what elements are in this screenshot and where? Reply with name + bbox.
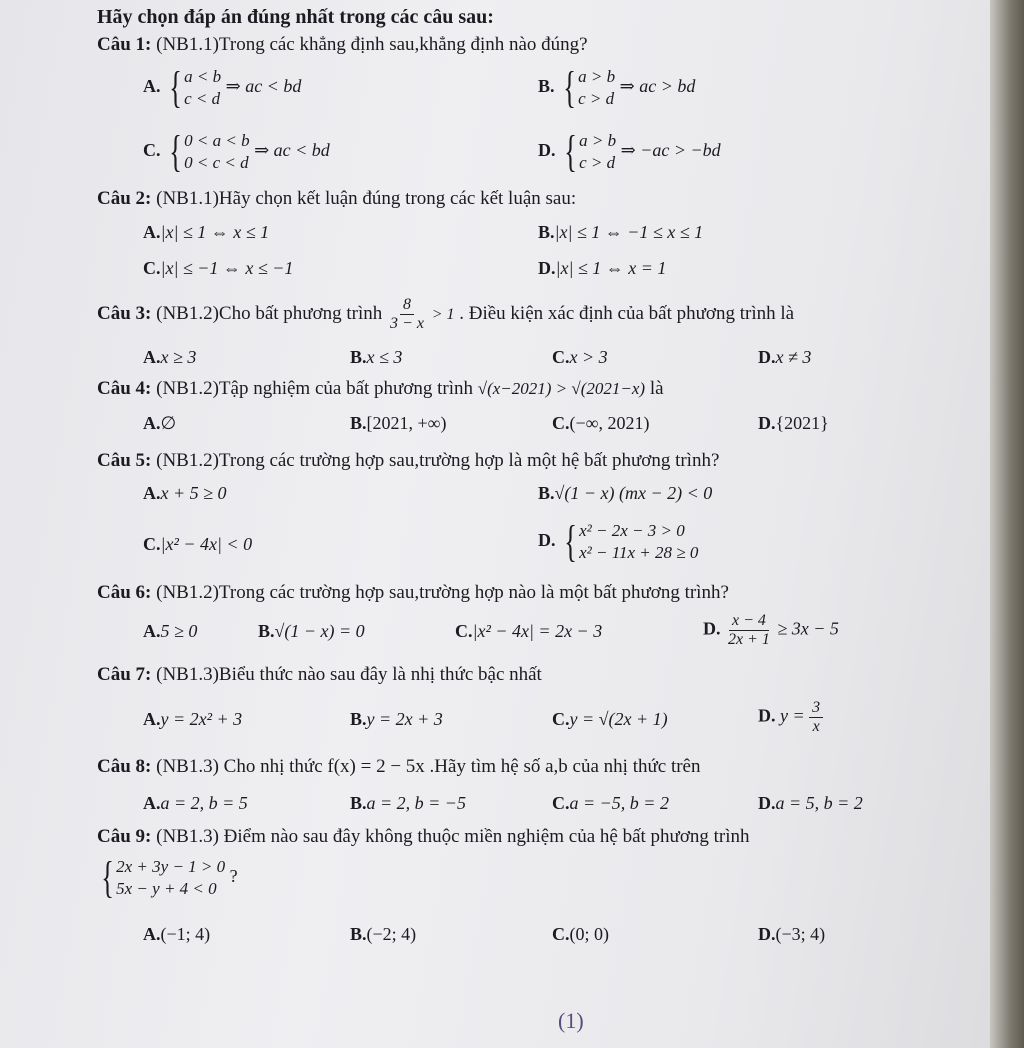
option-expression: a = 5, b = 2 — [775, 793, 863, 813]
q9-option-b — [350, 924, 416, 945]
q7-option-c — [552, 709, 668, 730]
q8-option-a — [143, 793, 248, 814]
fraction-numerator: 8 — [400, 296, 414, 315]
option-label: A. — [143, 483, 161, 503]
option-label: B. — [538, 76, 555, 97]
option-label: B. — [258, 621, 275, 641]
inequality-system: { a > b c > d — [563, 63, 616, 112]
option-expression: (−1; 4) — [160, 924, 211, 944]
question-label: Câu 6: — [97, 582, 152, 603]
question-6 — [97, 582, 729, 604]
option-label: B. — [350, 793, 367, 813]
option-label: C. — [143, 140, 161, 161]
option-label: C. — [143, 258, 161, 278]
question-text: (NB1.3) Cho nhị thức f(x) = 2 − 5x .Hãy tìm hệ số a,b của nhị thức trên — [156, 756, 701, 777]
question-label: Câu 2: — [97, 188, 152, 209]
q4-option-b — [350, 413, 447, 434]
question-label: Câu 4: — [97, 378, 152, 399]
question-8 — [97, 756, 701, 778]
q2-option-a — [143, 222, 269, 243]
q2-option-b — [538, 222, 703, 243]
question-3 — [97, 296, 794, 333]
system-row: a < b — [184, 67, 222, 86]
q9-option-a — [143, 924, 210, 945]
inequality-system: { 2x + 3y − 1 > 0 5x − y + 4 < 0 — [101, 853, 226, 902]
option-expression: y = √(2x + 1) — [569, 709, 668, 729]
option-expression: x + 5 ≥ 0 — [160, 483, 227, 503]
q5-option-d — [538, 517, 699, 566]
question-label: Câu 9: — [97, 826, 152, 847]
option-expression: (−2; 4) — [366, 924, 417, 944]
option-label: C. — [143, 534, 161, 554]
q8-option-c — [552, 793, 669, 814]
q1-option-c — [143, 127, 330, 176]
q4-option-a — [143, 413, 176, 434]
q6-option-b — [258, 621, 365, 642]
option-label: C. — [552, 924, 570, 944]
q7-option-a — [143, 709, 242, 730]
q8-option-b — [350, 793, 466, 814]
question-5 — [97, 450, 719, 472]
question-label: Câu 5: — [97, 450, 152, 471]
option-expression: √(1 − x) = 0 — [274, 621, 365, 641]
q7-option-d — [758, 699, 823, 736]
question-expression: √(x−2021) > √(2021−x) — [477, 379, 646, 398]
system-row: x² − 11x + 28 ≥ 0 — [579, 543, 699, 562]
q9-system — [97, 853, 238, 902]
q3-option-b — [350, 347, 402, 368]
question-text-cont: là — [649, 378, 664, 399]
q6-option-a — [143, 621, 197, 642]
option-expression: x ≥ 3 — [160, 347, 197, 367]
page-number: (1) — [558, 1008, 584, 1033]
option-label: A. — [143, 793, 161, 813]
fraction — [809, 699, 823, 736]
option-label: B. — [350, 709, 367, 729]
option-expression: {2021} — [775, 413, 829, 433]
fraction — [725, 612, 773, 649]
question-1 — [97, 34, 588, 56]
system-row: 0 < a < b — [184, 131, 250, 150]
option-expression: a = −5, b = 2 — [569, 793, 669, 813]
option-label: A. — [143, 621, 161, 641]
option-label: A. — [143, 347, 161, 367]
system-row: a > b — [579, 131, 617, 150]
option-expression: |x| ≤ 1 ⇔ −1 ≤ x ≤ 1 — [554, 222, 704, 242]
option-label: D. — [538, 258, 556, 278]
q6-option-d — [703, 612, 839, 649]
q1-option-d — [538, 127, 721, 176]
option-expression: (−3; 4) — [775, 924, 826, 944]
fraction-numerator: x − 4 — [729, 612, 769, 631]
option-label: D. — [758, 347, 776, 367]
fraction-denominator: 3 − x — [390, 315, 424, 332]
implication: ⇒ ac < bd — [254, 140, 330, 161]
q5-option-a — [143, 483, 227, 504]
paper-shadow — [990, 0, 1024, 1048]
system-row: 5x − y + 4 < 0 — [116, 879, 217, 898]
option-expression: x ≤ 3 — [366, 347, 403, 367]
option-expression: ∅ — [160, 413, 177, 433]
fraction-denominator: x — [812, 718, 820, 735]
option-expression: x ≠ 3 — [775, 347, 812, 367]
q4-option-c — [552, 413, 649, 434]
option-expression: x > 3 — [569, 347, 608, 367]
question-text: (NB1.2)Trong các trường hợp sau,trường hợp nào là một bất phương trình? — [156, 582, 729, 603]
q3-option-d — [758, 347, 811, 368]
option-expression: a = 2, b = −5 — [366, 793, 466, 813]
system-row: 0 < c < d — [184, 153, 249, 172]
q5-option-b — [538, 483, 712, 504]
system-row: a > b — [578, 67, 616, 86]
option-label: C. — [552, 413, 570, 433]
q1-option-b — [538, 63, 696, 112]
option-expression: a = 2, b = 5 — [160, 793, 248, 813]
option-expression: (−∞, 2021) — [569, 413, 650, 433]
q4-option-d — [758, 413, 829, 434]
implication: ⇒ ac > bd — [619, 76, 696, 97]
question-text-cont: . Điều kiện xác định của bất phương trình là — [459, 302, 795, 324]
q6-option-c — [455, 621, 602, 642]
option-label: C. — [552, 709, 570, 729]
q5-option-c — [143, 534, 252, 555]
option-label: A. — [143, 222, 161, 242]
question-9 — [97, 826, 750, 848]
system-row: c < d — [184, 89, 221, 108]
option-label: B. — [350, 413, 367, 433]
system-row: c > d — [579, 153, 616, 172]
option-expression: √(1 − x) (mx − 2) < 0 — [554, 483, 713, 503]
system-row: c > d — [578, 89, 615, 108]
question-label: Câu 1: — [97, 34, 152, 55]
system-row: x² − 2x − 3 > 0 — [579, 521, 685, 540]
option-expression: 5 ≥ 0 — [160, 621, 198, 641]
option-label: D. — [703, 618, 721, 639]
implication: ⇒ −ac > −bd — [620, 140, 721, 161]
fraction-denominator: 2x + 1 — [728, 631, 770, 648]
question-text: (NB1.2)Tập nghiệm của bất phương trình — [156, 378, 474, 399]
option-label: D. — [758, 413, 776, 433]
q9-option-d — [758, 924, 825, 945]
option-expression: y = — [780, 705, 805, 726]
question-text: (NB1.3) Điểm nào sau đây không thuộc miền nghiệm của hệ bất phương trình — [156, 826, 750, 847]
option-expression: |x² − 4x| = 2x − 3 — [472, 621, 603, 641]
option-label: C. — [455, 621, 473, 641]
option-expression: |x| ≤ 1 ⇔ x ≤ 1 — [160, 222, 270, 242]
option-label: A. — [143, 413, 161, 433]
option-label: B. — [350, 347, 367, 367]
option-expression: |x| ≤ 1 ⇔ x = 1 — [555, 258, 667, 278]
q7-option-b — [350, 709, 443, 730]
option-expression: |x² − 4x| < 0 — [160, 534, 253, 554]
option-expression: ≥ 3x − 5 — [777, 618, 839, 639]
option-expression: [2021, +∞) — [366, 413, 447, 433]
option-expression: y = 2x + 3 — [366, 709, 443, 729]
option-label: C. — [552, 793, 570, 813]
q3-option-a — [143, 347, 196, 368]
inequality-system: { a < b c < d — [169, 63, 222, 112]
question-text: (NB1.3)Biểu thức nào sau đây là nhị thức bậc nhất — [156, 664, 542, 685]
option-label: A. — [143, 76, 161, 97]
system-row: 2x + 3y − 1 > 0 — [116, 857, 226, 876]
question-label: Câu 8: — [97, 756, 152, 777]
option-label: A. — [143, 924, 161, 944]
instructions-heading: Hãy chọn đáp án đúng nhất trong các câu sau: — [97, 6, 494, 28]
option-label: A. — [143, 709, 161, 729]
q2-option-c — [143, 258, 293, 279]
question-text: (NB1.1)Hãy chọn kết luận đúng trong các kết luận sau: — [156, 188, 577, 209]
question-text: (NB1.1)Trong các khẳng định sau,khẳng định nào đúng? — [156, 34, 588, 55]
question-text: (NB1.2)Cho bất phương trình — [156, 302, 383, 324]
inequality-system: { a > b c > d — [564, 127, 617, 176]
option-label: B. — [350, 924, 367, 944]
inequality-tail: > 1 — [431, 305, 455, 323]
question-mark: ? — [229, 866, 238, 887]
q9-option-c — [552, 924, 609, 945]
option-label: D. — [538, 140, 556, 161]
fraction-numerator: 3 — [809, 699, 823, 718]
option-label: B. — [538, 483, 555, 503]
question-2 — [97, 188, 576, 210]
option-expression: (0; 0) — [569, 924, 609, 944]
q1-option-a — [143, 63, 302, 112]
option-label: D. — [758, 705, 776, 726]
inequality-system: { x² − 2x − 3 > 0 x² − 11x + 28 ≥ 0 — [564, 517, 699, 566]
implication: ⇒ ac < bd — [225, 76, 302, 97]
question-label: Câu 3: — [97, 302, 152, 324]
q3-option-c — [552, 347, 608, 368]
option-expression: y = 2x² + 3 — [160, 709, 243, 729]
option-label: D. — [758, 924, 776, 944]
option-label: D. — [538, 530, 556, 551]
option-label: C. — [552, 347, 570, 367]
question-4 — [97, 378, 664, 400]
question-text: (NB1.2)Trong các trường hợp sau,trường hợp là một hệ bất phương trình? — [156, 450, 720, 471]
q8-option-d — [758, 793, 863, 814]
option-label: B. — [538, 222, 555, 242]
option-expression: |x| ≤ −1 ⇔ x ≤ −1 — [160, 258, 294, 278]
question-7 — [97, 664, 542, 686]
fraction — [387, 296, 427, 333]
option-label: D. — [758, 793, 776, 813]
inequality-system: { 0 < a < b 0 < c < d — [169, 127, 250, 176]
q2-option-d — [538, 258, 666, 279]
question-label: Câu 7: — [97, 664, 152, 685]
